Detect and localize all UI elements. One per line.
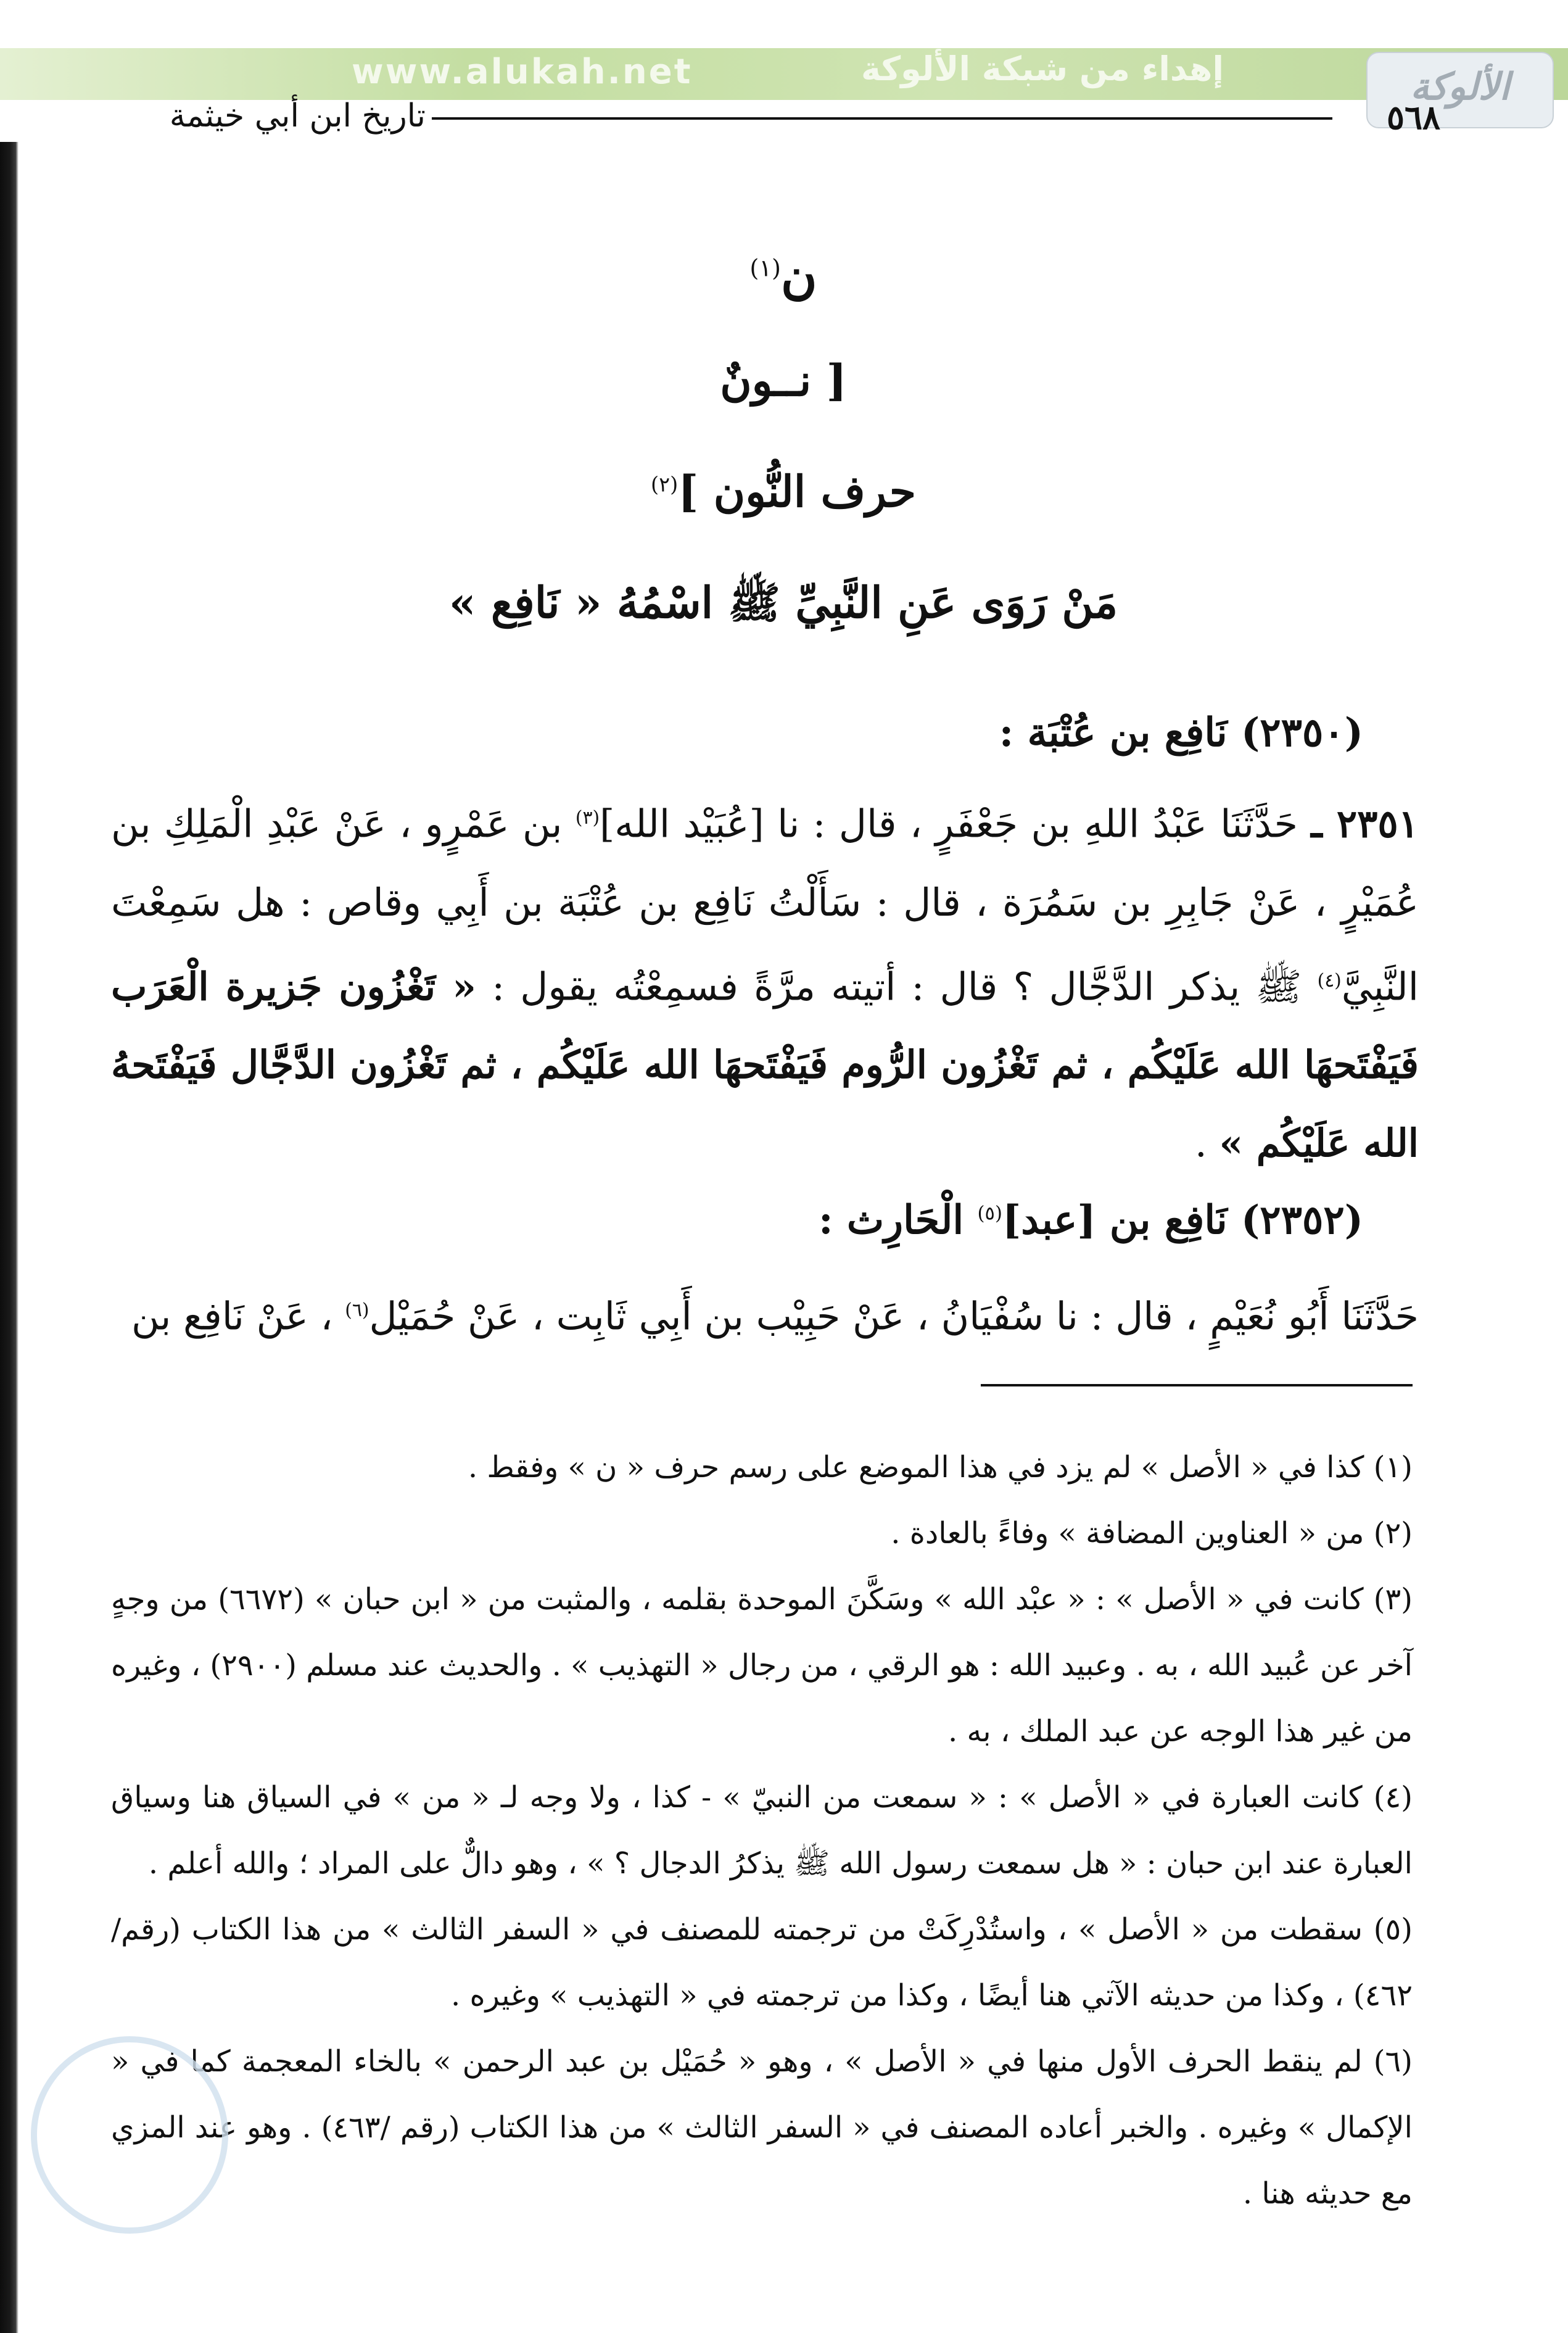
hadith-text: حَدَّثَنَا عَبْدُ اللهِ بن جَعْفَرٍ ، قال : نا [عُبَيْد الله]	[600, 801, 1298, 847]
hadith-end: .	[1195, 1121, 1207, 1166]
footnotes-list	[111, 1435, 1413, 2224]
entry-2352-heading	[278, 1197, 1363, 1253]
corner-watermark-stamp	[31, 2036, 228, 2234]
hadith-text: بن عَمْرٍو ، عَنْ عَبْدِ الْمَلِكِ بن عُمَيْرٍ ، عَنْ جَابِرِ بن سَمُرَة ، قال : سَأَلْتُ نَافِع بن عُتْبَة بن أَبِي وقاص : هل سَمِعْتَ النَّبِيَّ	[111, 801, 1419, 1009]
footnote-ref-1: (١)	[749, 254, 781, 283]
letter-full-heading	[185, 466, 1382, 528]
footnote-item: (١) كذا في « الأصل » لم يزد في هذا الموضع على رسم حرف « ن » وفقط .	[468, 1450, 1413, 1485]
entry-2350-heading: (٢٣٥٠) نَافِع بن عُتْبَة :	[999, 710, 1363, 756]
scan-edge-shadow	[0, 142, 19, 2333]
hadith-2352	[111, 1271, 1419, 1356]
running-title: تاريخ ابن أبي خيثمة	[169, 97, 426, 135]
watermark-band	[0, 48, 1568, 100]
chapter-heading: مَنْ رَوَى عَنِ النَّبِيِّ ﷺ اسْمُهُ « نَافِع »	[448, 577, 1118, 628]
letter-glyph: ن	[780, 247, 817, 305]
hadith-number: ٢٣٥١ ـ	[1311, 801, 1419, 847]
footnote-item: (٣) كانت في « الأصل » : « عبْد الله » وسَكَّنَ الموحدة بقلمه ، والمثبت من « ابن حبان » (٦٦٧٢) من وجهٍ آخر عن عُبيد الله ، به . وعبيد الله : هو الرقي ، من رجال « التهذيب » . والحديث عند مسلم (٢٩٠٠) ، وغيره من غير هذا الوجه عن عبد الملك ، به .	[111, 1582, 1413, 1749]
hadith-2351	[111, 779, 1419, 1182]
footnote-separator	[981, 1384, 1413, 1386]
entry-2352-title-end: الْحَارِث :	[819, 1197, 964, 1243]
watermark-url: www.alukah.net	[352, 52, 693, 92]
footnote-ref-5: (٥)	[977, 1202, 1002, 1225]
footnote-ref-3: (٣)	[575, 807, 600, 829]
header-rule	[432, 117, 1332, 120]
page-number: ٥٦٨	[1386, 97, 1440, 137]
letter-full-text: حرف النُّون ]	[678, 466, 917, 517]
footnote-ref-2: (٢)	[650, 472, 679, 497]
hadith-text: ، عَنْ نَافِع بن	[131, 1293, 333, 1339]
footnote-ref-6: (٦)	[345, 1299, 369, 1321]
entry-2352-title: (٢٣٥٢) نَافِع بن [عبد]	[1002, 1197, 1363, 1243]
watermark-gift-text: إهداء من شبكة الألوكة	[861, 49, 1224, 88]
hadith-matn: « تَغْزُون جَزيرة الْعَرَب فَيَفْتَحهَا الله عَلَيْكُم ، ثم تَغْزُون الرُّوم فَيَفْتَحهَا الله عَلَيْكُم ، ثم تَغْزُون الدَّجَّال فَيَفْتَحهُ الله عَلَيْكُم »	[111, 964, 1419, 1166]
footnote-item: (٦) لم ينقط الحرف الأول منها في « الأصل » ، وهو « حُمَيْل بن عبد الرحمن » بالخاء المعجمة كما في « الإكمال » وغيره . والخبر أعاده المصنف في « السفر الثالث » من هذا الكتاب (رقم /٤٦٣) . وهو عند المزي مع حديثه هنا .	[111, 2044, 1413, 2211]
footnote-item: (٥) سقطت من « الأصل » ، واستُدْرِكَتْ من ترجمته للمصنف في « السفر الثالث » من هذا الكتاب (رقم/ ٤٦٢) ، وكذا من حديثه الآتي هنا أيضًا ، وكذا من ترجمته في « التهذيب » وغيره .	[111, 1912, 1413, 2013]
footnote-item: (٢) من « العناوين المضافة » وفاءً بالعادة .	[891, 1516, 1413, 1551]
footnote-ref-4: (٤)	[1317, 969, 1342, 992]
hadith-text: حَدَّثَنَا أَبُو نُعَيْمٍ ، قال : نا سُفْيَانُ ، عَنْ حَبِيْب بن أَبِي ثَابِت ، عَنْ حُمَيْل	[369, 1293, 1419, 1339]
hadith-text: ﷺ يذكر الدَّجَّال ؟ قال : أتيته مرَّةً فسمِعْتُه يقول :	[492, 964, 1302, 1009]
letter-name-heading: [ نــونٌ	[720, 355, 847, 406]
site-logo-text: الألوكة	[1410, 65, 1510, 109]
footnote-item: (٤) كانت العبارة في « الأصل » : « سمعت من النبيّ » - كذا ، ولا وجه لـ « من » في السياق هنا وسياق العبارة عند ابن حبان : « هل سمعت رسول الله ﷺ يذكرُ الدجال ؟ » ، وهو دالٌّ على المراد ؛ والله أعلم .	[111, 1780, 1413, 1881]
letter-heading	[185, 247, 1382, 315]
